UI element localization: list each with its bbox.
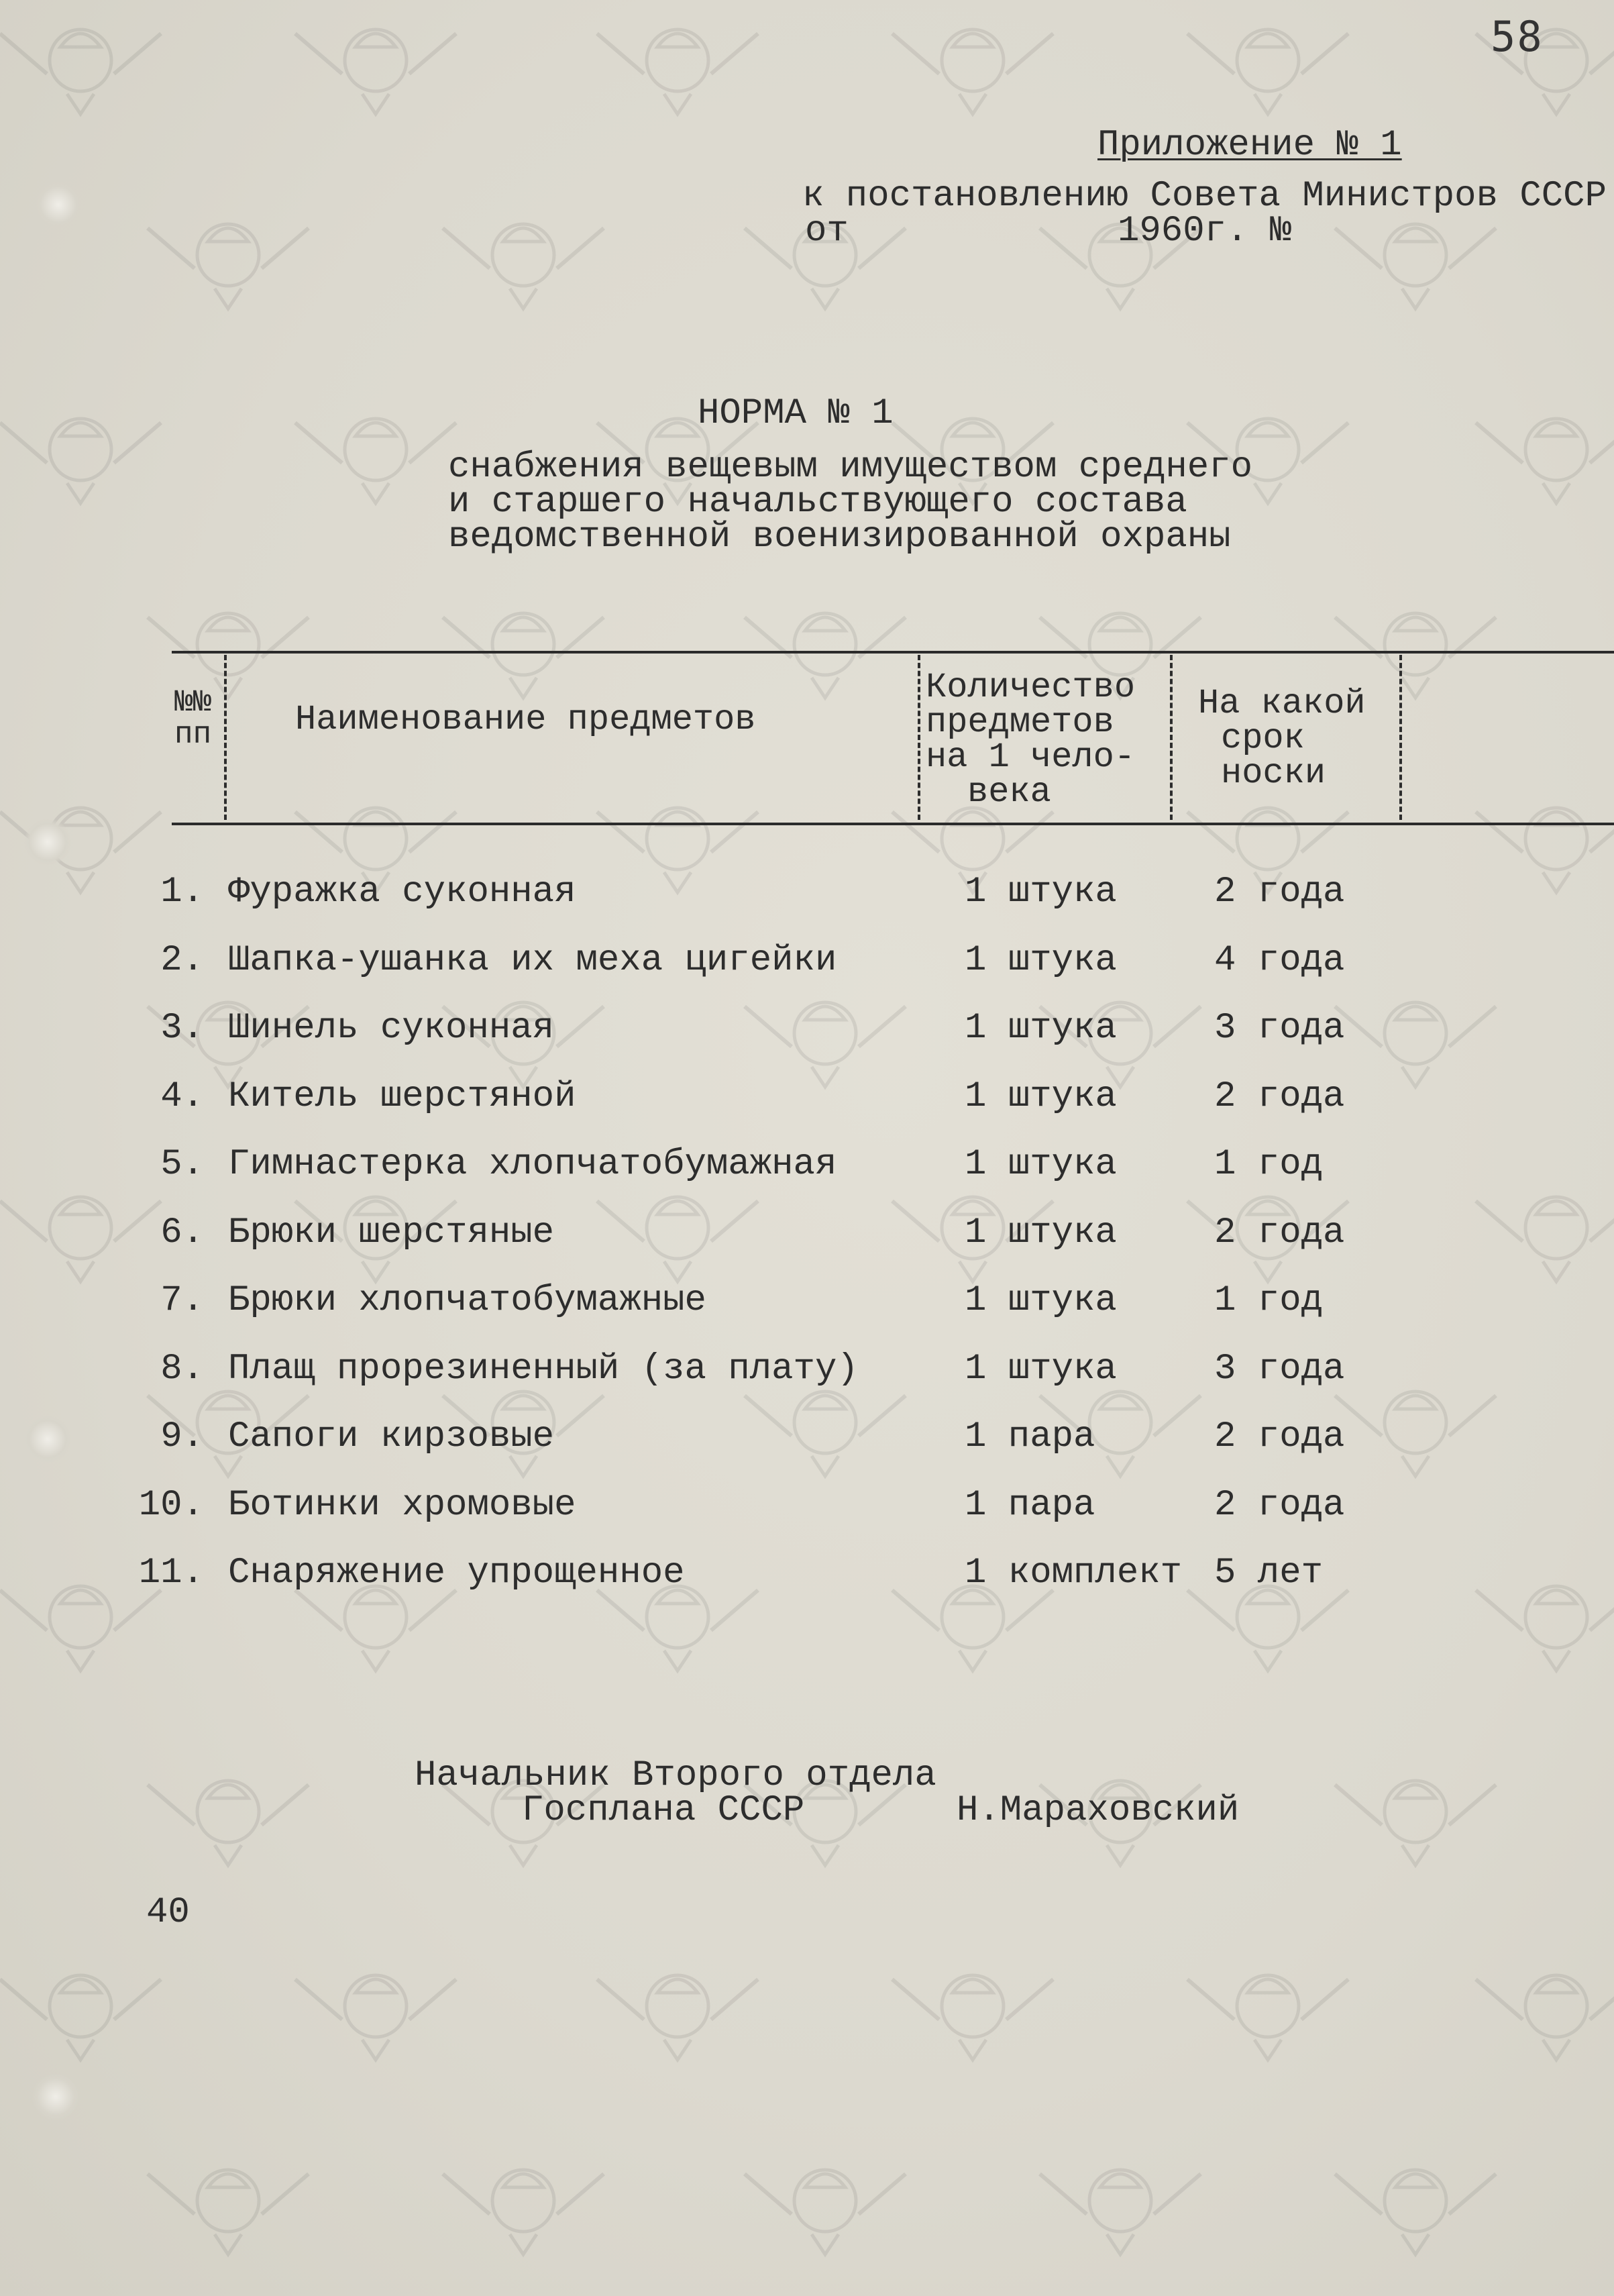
column-divider <box>1170 655 1173 820</box>
table-row <box>0 1008 1614 1049</box>
item-name: Снаряжение упрощенное <box>228 1553 685 1594</box>
table-header-rule <box>172 823 1614 825</box>
header-qty-line2: предметов <box>926 702 1114 742</box>
wear-term: 5 лет <box>1214 1553 1324 1594</box>
row-number: 2. <box>160 939 204 981</box>
wear-term: 3 года <box>1214 1348 1345 1390</box>
punch-hole <box>32 2073 79 2120</box>
item-quantity: 1 штука <box>965 1076 1117 1117</box>
item-name: Шинель суконная <box>228 1008 555 1049</box>
item-name: Брюки шерстяные <box>228 1212 555 1253</box>
signature-position-line2: Госплана СССР <box>522 1790 805 1831</box>
header-name: Наименование предметов <box>295 700 756 739</box>
table-row <box>0 1485 1614 1526</box>
signature-position-line1: Начальник Второго отдела <box>415 1755 936 1796</box>
row-number: 4. <box>160 1076 204 1117</box>
column-divider <box>918 655 920 820</box>
appendix-line1: к постановлению Совета Министров СССР <box>802 176 1607 217</box>
wear-term: 1 год <box>1214 1144 1324 1185</box>
item-quantity: 1 штука <box>965 1348 1117 1390</box>
header-qty-line1: Количество <box>926 668 1136 707</box>
wear-term: 2 года <box>1214 1212 1345 1253</box>
table-row <box>0 941 1614 981</box>
table-row <box>0 1213 1614 1253</box>
wear-term: 2 года <box>1214 872 1345 912</box>
column-divider <box>1399 655 1402 820</box>
row-number: 10. <box>138 1484 204 1526</box>
wear-term: 2 года <box>1214 1076 1345 1117</box>
table-row <box>0 1417 1614 1457</box>
item-name: Шапка-ушанка их меха цигейки <box>228 939 837 981</box>
row-number: 3. <box>160 1008 204 1049</box>
wear-term: 1 год <box>1214 1280 1324 1321</box>
wear-term: 4 года <box>1214 939 1345 981</box>
wear-term: 3 года <box>1214 1008 1345 1049</box>
header-num-line1: №№ <box>174 685 212 720</box>
item-quantity: 1 комплект <box>965 1553 1183 1594</box>
table-row <box>0 1077 1614 1117</box>
header-term-line1: На какой <box>1198 684 1366 723</box>
signature-name: Н.Мараховский <box>957 1790 1240 1831</box>
row-number: 6. <box>160 1212 204 1253</box>
header-qty-line3: на 1 чело- <box>926 737 1136 777</box>
row-number: 9. <box>160 1416 204 1457</box>
item-quantity: 1 пара <box>965 1484 1095 1526</box>
item-quantity: 1 штука <box>965 1280 1117 1321</box>
table-row <box>0 872 1614 912</box>
item-name: Плащ прорезиненный (за плату) <box>228 1348 859 1390</box>
wear-term: 2 года <box>1214 1484 1345 1526</box>
norm-subtitle-line2: и старшего начальствующего состава <box>448 482 1187 523</box>
appendix-line2-prefix: от <box>805 211 849 252</box>
item-quantity: 1 штука <box>965 1008 1117 1049</box>
punch-hole <box>35 181 82 228</box>
table-row <box>0 1145 1614 1185</box>
row-number: 7. <box>160 1280 204 1321</box>
appendix-line2-year: 1960г. № <box>1118 211 1292 252</box>
row-number: 8. <box>160 1348 204 1390</box>
norm-subtitle-line1: снабжения вещевым имуществом среднего <box>448 447 1252 488</box>
item-quantity: 1 штука <box>965 872 1117 912</box>
item-quantity: 1 штука <box>965 1212 1117 1253</box>
sheet-number: 58 <box>1491 12 1544 61</box>
norm-title: НОРМА № 1 <box>698 393 894 434</box>
header-term-line3: носки <box>1221 753 1326 793</box>
table-row <box>0 1349 1614 1390</box>
header-term-line2: срок <box>1221 719 1305 758</box>
header-qty-line4: века <box>967 772 1051 812</box>
item-name: Гимнастерка хлопчатобумажная <box>228 1144 837 1185</box>
item-name: Брюки хлопчатобумажные <box>228 1280 706 1321</box>
punch-hole <box>24 819 71 866</box>
column-divider <box>224 655 227 820</box>
appendix-title: Приложение № 1 <box>1097 125 1402 166</box>
norm-subtitle-line3: ведомственной военизированной охраны <box>448 517 1231 558</box>
footer-number: 40 <box>146 1892 190 1933</box>
item-quantity: 1 пара <box>965 1416 1095 1457</box>
row-number: 11. <box>138 1553 204 1594</box>
item-name: Китель шерстяной <box>228 1076 576 1117</box>
table-top-rule <box>172 651 1614 654</box>
table-row <box>0 1553 1614 1594</box>
wear-term: 2 года <box>1214 1416 1345 1457</box>
table-row <box>0 1281 1614 1321</box>
row-number: 5. <box>160 1144 204 1185</box>
item-quantity: 1 штука <box>965 939 1117 981</box>
header-num-line2: пп <box>174 717 212 752</box>
row-number: 1. <box>160 872 204 912</box>
item-name: Сапоги кирзовые <box>228 1416 555 1457</box>
item-name: Ботинки хромовые <box>228 1484 576 1526</box>
item-name: Фуражка суконная <box>228 872 576 912</box>
item-quantity: 1 штука <box>965 1144 1117 1185</box>
